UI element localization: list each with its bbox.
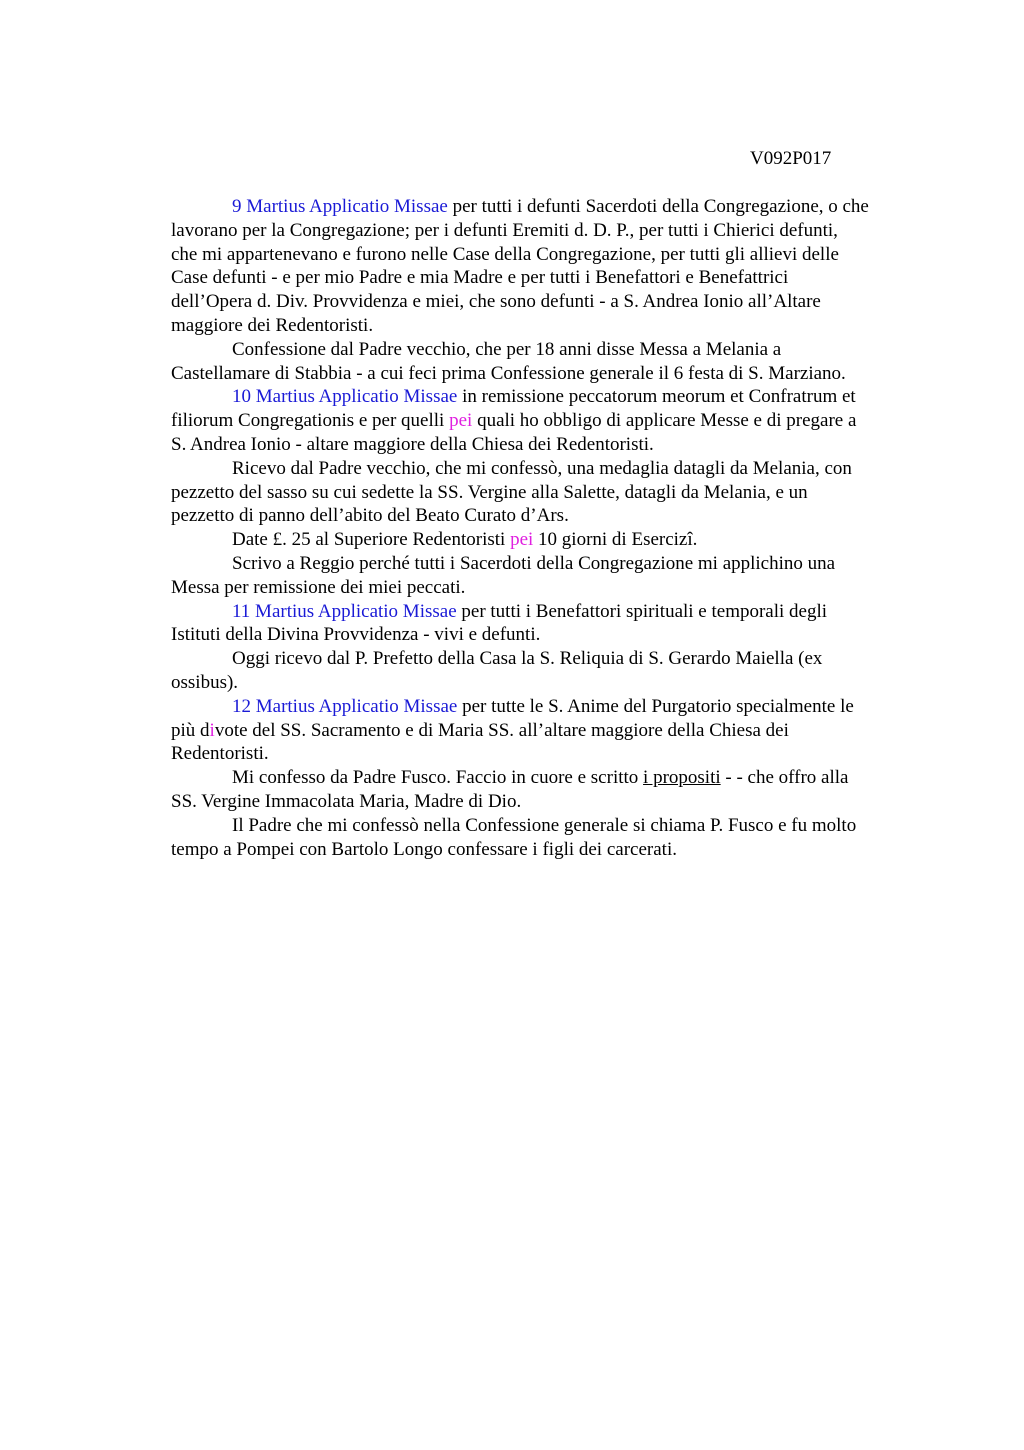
- correction-mark: i: [209, 719, 215, 741]
- text-line: [171, 504, 931, 528]
- text-segment: Istituti della Divina Provvidenza - vivi e defunti.: [171, 624, 541, 646]
- text-line: [171, 742, 931, 766]
- text-line: [171, 481, 931, 505]
- text-segment: maggiore dei Redentoristi.: [171, 314, 374, 336]
- text-line: [171, 290, 931, 314]
- text-line: [171, 457, 931, 481]
- diary-paragraph: [171, 600, 931, 648]
- text-segment: SS. Vergine Immacolata Maria, Madre di Dio.: [171, 790, 522, 812]
- date-heading: 11 Martius Applicatio Missae: [232, 600, 457, 622]
- text-segment: in remissione peccatorum meorum et Confratrum et: [457, 386, 856, 408]
- text-line: [171, 576, 931, 600]
- text-segment: ossibus).: [171, 671, 239, 693]
- text-line: [171, 219, 931, 243]
- text-segment: S. Andrea Ionio - altare maggiore della Chiesa dei Redentoristi.: [171, 433, 654, 455]
- diary-paragraph: [171, 814, 931, 862]
- date-heading: 10 Martius Applicatio Missae: [232, 386, 458, 408]
- text-segment: Mi confesso da Padre Fusco. Faccio in cuore e scritto: [232, 767, 644, 789]
- date-heading: 9 Martius Applicatio Missae: [232, 196, 448, 217]
- text-segment: per tutti i defunti Sacerdoti della Congregazione, o che: [447, 196, 869, 217]
- text-line: [171, 552, 931, 576]
- text-line: [171, 719, 931, 743]
- text-line: [171, 243, 931, 267]
- text-line: [171, 266, 931, 290]
- diary-paragraph: [171, 647, 931, 695]
- diary-paragraph: [171, 338, 931, 386]
- text-segment: dell’Opera d. Div. Provvidenza e miei, che sono defunti - a S. Andrea Ionio all’Altare: [171, 291, 821, 313]
- text-line: [171, 433, 931, 457]
- date-heading: 12 Martius Applicatio Missae: [232, 695, 458, 717]
- diary-paragraph: [171, 457, 931, 528]
- diary-paragraph: [171, 385, 931, 456]
- diary-paragraph: [171, 552, 931, 600]
- text-segment: lavorano per la Congregazione; per i defunti Eremiti d. D. P., per tutti i Chierici defunti,: [171, 219, 838, 241]
- text-segment: Castellamare di Stabbia - a cui feci prima Confessione generale il 6 festa di S. Marziano.: [171, 362, 846, 384]
- correction-mark: pei: [449, 410, 473, 432]
- underlined-text: i propositi: [643, 767, 721, 789]
- text-segment: pezzetto del sasso su cui sedette la SS. Vergine alla Salette, datagli da Melania, e un: [171, 481, 808, 503]
- text-segment: per tutti i Benefattori spirituali e temporali degli: [456, 600, 828, 622]
- diary-paragraph: [171, 195, 931, 338]
- text-segment: Redentoristi.: [171, 743, 269, 765]
- text-line: [171, 766, 931, 790]
- text-segment: Ricevo dal Padre vecchio, che mi confessò, una medaglia datagli da Melania, con: [232, 457, 852, 479]
- text-segment: quali ho obbligo di applicare Messe e di pregare a: [472, 410, 857, 432]
- text-line: [171, 338, 931, 362]
- text-segment: che mi appartenevano e furono nelle Case della Congregazione, per tutti gli allievi delle: [171, 243, 839, 265]
- text-line: [171, 385, 931, 409]
- text-line: [171, 409, 931, 433]
- text-line: [171, 623, 931, 647]
- text-line: [171, 528, 931, 552]
- text-line: [171, 671, 931, 695]
- text-segment: Date £. 25 al Superiore Redentoristi: [232, 529, 511, 551]
- text-line: [171, 600, 931, 624]
- text-line: [171, 838, 931, 862]
- text-segment: 10 giorni di Esercizî.: [533, 529, 698, 551]
- text-segment: Messa per remissione dei miei peccati.: [171, 576, 466, 598]
- text-line: [171, 314, 931, 338]
- text-segment: Confessione dal Padre vecchio, che per 18 anni disse Messa a Melania a: [232, 338, 782, 360]
- text-segment: tempo a Pompei con Bartolo Longo confessare i figli dei carcerati.: [171, 838, 677, 860]
- text-segment: Oggi ricevo dal P. Prefetto della Casa la S. Reliquia di S. Gerardo Maiella (ex: [232, 648, 823, 670]
- text-segment: filiorum Congregationis e per quelli: [171, 410, 450, 432]
- text-segment: più d: [171, 719, 210, 741]
- text-segment: Case defunti - e per mio Padre e mia Madre e per tutti i Benefattori e Benefattrici: [171, 267, 789, 289]
- text-segment: vote del SS. Sacramento e di Maria SS. all’altare maggiore della Chiesa dei: [214, 719, 789, 741]
- correction-mark: pei: [510, 529, 534, 551]
- text-segment: Scrivo a Reggio perché tutti i Sacerdoti della Congregazione mi applichino una: [232, 552, 836, 574]
- text-line: [171, 790, 931, 814]
- text-line: [171, 647, 931, 671]
- diary-paragraph: [171, 528, 931, 552]
- text-line: [171, 362, 931, 386]
- text-segment: - - che offro alla: [720, 767, 849, 789]
- page-reference-code: V092P017: [750, 148, 832, 169]
- text-segment: per tutte le S. Anime del Purgatorio specialmente le: [457, 695, 854, 717]
- text-segment: Il Padre che mi confessò nella Confessione generale si chiama P. Fusco e fu molto: [232, 814, 857, 836]
- diary-text-body: [171, 195, 931, 861]
- diary-paragraph: [171, 766, 931, 814]
- text-segment: pezzetto di panno dell’abito del Beato Curato d’Ars.: [171, 505, 569, 527]
- text-line: [171, 195, 931, 219]
- text-line: [171, 695, 931, 719]
- diary-paragraph: [171, 695, 931, 766]
- text-line: [171, 814, 931, 838]
